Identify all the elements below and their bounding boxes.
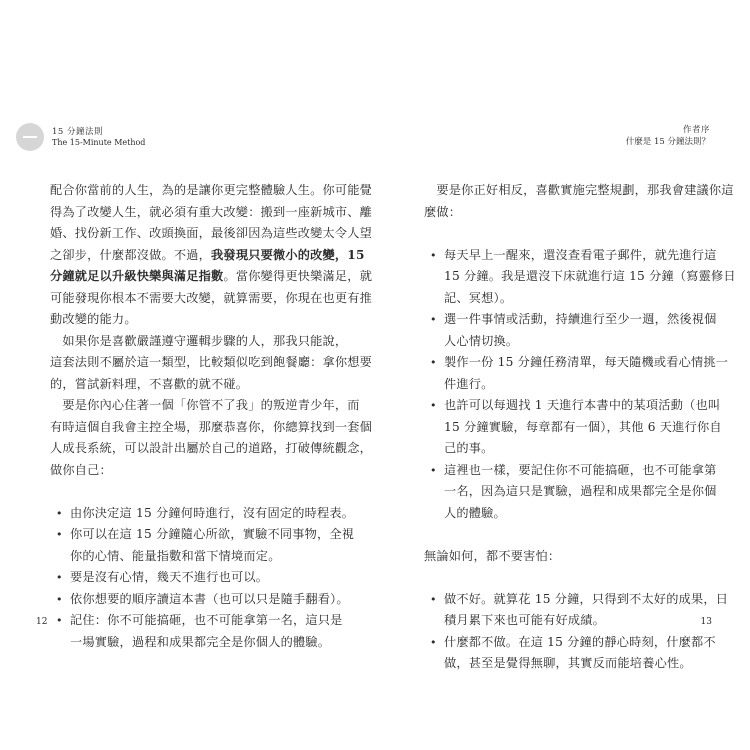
bullet-item [424,309,717,352]
right-bullet-list [424,245,736,525]
bullet-line: 一名，因為這只是實驗，過程和成果都完全是你個 [444,484,717,498]
bullet-line: 積月累下來也可能有好成績。 [444,613,606,627]
text-span: 婚、找份新工作、改頭換面，最後卻因為這些改變太令人望 [50,226,373,240]
bullet-item [424,352,729,395]
left-paragraph-1 [50,180,373,331]
page-number-right: 13 [700,617,712,627]
bullet-line: • 做不好。就算花 15 分鐘，只得到不太好的成果，日 [444,591,729,606]
text-line [50,288,373,310]
header-book-subtitle: The 15-Minute Method [52,138,146,147]
text-line: 如果你是喜歡嚴謹遵守邏輯步驟的人，那我只能說， [50,333,348,348]
bullet-item [424,395,722,460]
text-line [50,223,373,245]
bullet-line: 15 分鐘實驗，每章都有一個），其他 6 天進行你自 [444,419,722,434]
page-number-left: 12 [36,617,48,627]
header-book-title: 15 分鐘法則 [52,127,104,137]
bullet-item [50,589,349,611]
bullet-item [424,632,716,675]
text-line [50,266,373,288]
bullet-line: • 也許可以每週找 1 天進行本書中的某項活動（也叫 [444,398,721,412]
bullet-line: • 什麼都不做。在這 15 分鐘的靜心時刻，什麼都不 [444,634,716,649]
text-span: 之卻步，什麼都沒做。不過， [50,247,212,262]
text-line: 人成長系統，可以設計出屬於自己的道路，打破傳統觀念， [50,441,373,455]
text-line: 做你自己： [50,462,112,477]
bullet-line: 15 分鐘。我是還沒下床就進行這 15 分鐘（寫靈修日 [444,269,736,283]
bullet-line: • 選一件事情或活動，持續進行至少一週，然後視個 [444,312,717,326]
chapter-disc-icon [16,123,44,151]
left-paragraph-2 [50,331,373,396]
running-header-left [16,123,216,153]
running-header-right [626,124,710,148]
bullet-line: • 要是沒有心情，幾天不進行也可以。 [70,570,269,584]
text-span: 動改變的能力。 [50,312,137,326]
text-span: 配合你當前的人生，為的是讓你更完整體驗人生。你可能覺 [50,183,373,197]
bullet-line: • 製作一份 15 分鐘任務清單，每天隨機或看心情挑一 [444,355,729,369]
bullet-line: 人的體驗。 [444,505,506,520]
text-line: 要是你內心住著一個「你管不了我」的叛逆青少年，而 [50,398,360,412]
bullet-line: • 由你決定這 15 分鐘何時進行，沒有固定的時程表。 [70,505,355,520]
header-section-title: 作者序 [682,125,710,135]
bullet-item [424,460,717,525]
text-line [50,180,373,202]
bullet-item [424,245,736,310]
left-bullet-list [50,503,355,654]
bullet-line: 做，甚至是覺得無聊，其實反而能培養心性。 [444,656,692,670]
bullet-line: 一場實驗，過程和成果都完全是你個人的體驗。 [70,634,331,649]
text-span: 。當你變得更快樂滿足，就 [223,269,373,283]
left-page-body [50,180,373,653]
text-line: 麼做： [424,204,462,219]
bold-text: 分鐘就足以升級快樂與滿足指數 [50,269,224,283]
bullet-item [50,567,325,589]
text-span: 得為了改變人生，就必須有重大改變：搬到一座新城市、離 [50,204,373,219]
bullet-line: • 每天早上一醒來，還沒查看電子郵件，就先進行這 [444,247,717,262]
right-middle-line: 無論如何，都不要害怕： [424,548,561,563]
bullet-item [50,503,355,525]
text-line: 的，嘗試新料理，不喜歡的就不碰。 [50,376,249,391]
header-section-subtitle: 什麼是 15 分鐘法則？ [625,137,710,147]
text-span: 可能發現你根本不需要大改變，就算需要，你現在也更有推 [50,290,373,305]
bullet-line: • 依你想要的順序讀這本書（也可以只是隨手翻看）。 [70,591,349,606]
bullet-line: 己的事。 [444,441,494,455]
bullet-line: 人心情切換。 [444,333,519,348]
bullet-line: • 你可以在這 15 分鐘隨心所欲，實驗不同事物，全視 [70,527,355,541]
text-line [50,309,325,331]
text-line [50,245,365,267]
bullet-item [50,610,343,653]
text-line: 要是你正好相反，喜歡實施完整規劃，那我會建議你這 [424,183,734,197]
text-line: 這套法則不屬於這一類型，比較類似吃到飽餐廳：拿你想要 [50,355,373,369]
text-line [50,202,373,224]
bullet-line: 件進行。 [444,376,494,391]
bullet-line: • 記住：你不可能搞砸，也不可能拿第一名，這只是 [70,613,343,627]
left-paragraph-3 [50,395,373,481]
bullet-line: • 這裡也一樣，要記住你不可能搞砸，也不可能拿第 [444,462,717,477]
right-intro-paragraph [424,180,734,223]
text-line: 有時這個自我會主控全場，那麼恭喜你，你總算找到一套個 [50,419,373,434]
bullet-item [50,524,355,567]
bullet-line: 記、冥想）。 [444,290,513,305]
bullet-line: 你的心情、能量指數和當下情境而定。 [70,548,281,563]
bold-text: 我發現只要微小的改變，15 [211,247,365,262]
